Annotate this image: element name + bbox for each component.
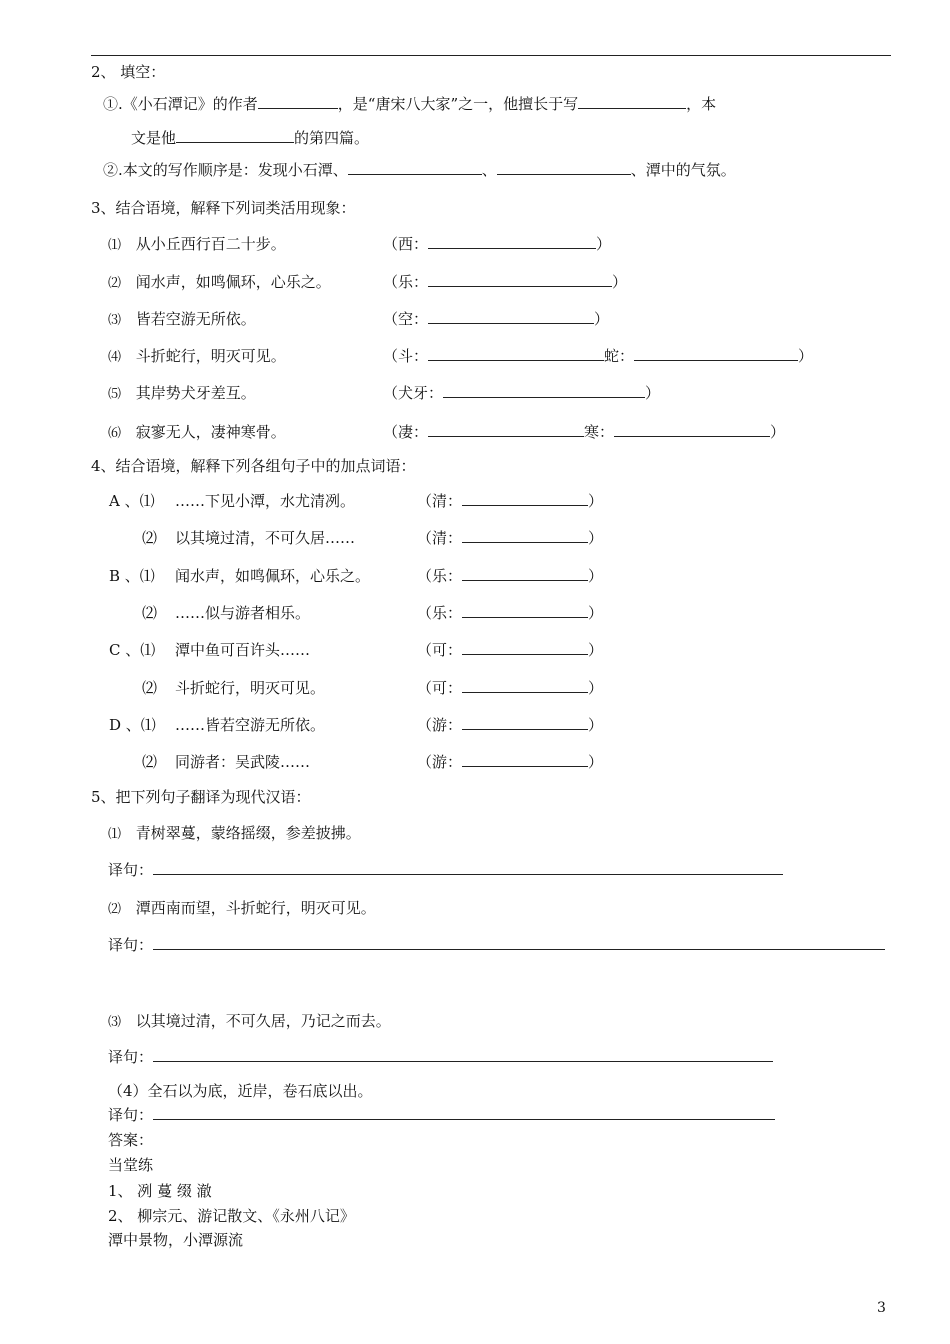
answer-blank[interactable] — [462, 528, 588, 543]
answer-blank[interactable] — [258, 94, 338, 109]
answer-blank[interactable] — [462, 491, 588, 506]
translate-label: 译句： — [108, 936, 154, 954]
q4-key-label: （可： — [417, 679, 463, 697]
answer-blank[interactable] — [578, 94, 686, 109]
q4-item-sentence: 以其境过清，不可久居…… — [175, 529, 356, 547]
answer-2: 2、 柳宗元、游记散文、《永州八记》 — [108, 1207, 355, 1225]
q4-item-sentence: 同游者：吴武陵…… — [175, 753, 311, 771]
q2-item1-line1 — [103, 94, 716, 114]
answer-blank[interactable] — [428, 309, 594, 324]
q2-item2-text-c: 、潭中的气氛。 — [630, 161, 736, 179]
q4-key-label: （乐： — [417, 604, 463, 622]
q5-translation-4 — [108, 1105, 775, 1125]
answer-blank[interactable] — [462, 715, 588, 730]
q5-sentence-number: ⑶ — [108, 1015, 122, 1030]
answer-blank[interactable] — [348, 160, 482, 175]
close-paren: ） — [612, 273, 628, 291]
q3-item-number: ⑷ — [108, 350, 122, 365]
q4-item-sentence: ……似与游者相乐。 — [175, 604, 311, 622]
q3-item — [108, 309, 256, 329]
q4-key-label: （清： — [417, 492, 463, 510]
q3-item-sentence: 闻水声，如鸣佩环，心乐之。 — [135, 273, 331, 291]
q3-key-label: （空： — [383, 310, 429, 328]
q5-heading: 5、把下列句子翻译为现代汉语： — [91, 788, 311, 806]
q4-item-label: ⑵ — [142, 529, 158, 547]
q4-item-label: ⑵ — [142, 604, 158, 622]
answer-blank[interactable] — [428, 422, 584, 437]
q4-key-label: （可： — [417, 641, 463, 659]
translate-label: 译句： — [108, 861, 154, 879]
answer-blank[interactable] — [443, 383, 645, 398]
q3-item-answer — [383, 383, 660, 403]
answer-blank[interactable] — [462, 640, 588, 655]
q5-sentence-text: 青树翠蔓，蒙络摇缀，参差披拂。 — [135, 824, 361, 842]
close-paren: ） — [798, 347, 814, 365]
q5-sentence-number: ⑴ — [108, 827, 122, 842]
q4-item-sentence: ……皆若空游无所依。 — [175, 716, 326, 734]
q4-item-answer — [417, 752, 603, 772]
q3-item — [108, 234, 286, 254]
q3-item-sentence: 斗折蛇行，明灭可见。 — [135, 347, 286, 365]
q4-item-label: A 、⑴ — [109, 492, 155, 510]
q3-key-label: （犬牙： — [383, 384, 444, 402]
translation-blank[interactable] — [153, 860, 783, 875]
q3-item — [108, 422, 286, 442]
answer-blank[interactable] — [462, 678, 588, 693]
q5-sentence-4: （4）全石以为底，近岸，卷石底以出。 — [108, 1082, 373, 1100]
close-paren: ） — [588, 492, 604, 510]
q2-heading: 2、 填空： — [91, 63, 166, 81]
q3-key-label: 寒： — [584, 423, 615, 441]
q4-item-answer — [417, 640, 603, 660]
q4-item-answer — [417, 678, 603, 698]
q5-translation-3 — [108, 1047, 773, 1067]
q4-item-answer — [417, 528, 603, 548]
answer-blank[interactable] — [428, 234, 596, 249]
q2-item1-text-d: 文是他 — [131, 129, 177, 147]
q3-item-answer — [383, 422, 785, 442]
close-paren: ） — [594, 310, 610, 328]
q4-item-label: C 、⑴ — [109, 641, 156, 659]
q5-sentence-text: 以其境过清，不可久居，乃记之而去。 — [135, 1012, 391, 1030]
q5-sentence-number: ⑵ — [108, 902, 122, 917]
q4-key-label: （游： — [417, 716, 463, 734]
q4-item-label: ⑵ — [142, 679, 158, 697]
q4-item-label: B 、⑴ — [109, 567, 155, 585]
q3-key-label: （西： — [383, 235, 429, 253]
q4-item-answer — [417, 715, 603, 735]
q3-item-number: ⑹ — [108, 426, 122, 441]
answer-blank[interactable] — [428, 346, 604, 361]
q5-sentence-2 — [108, 898, 376, 918]
q3-item-number: ⑶ — [108, 313, 122, 328]
q3-item-sentence: 皆若空游无所依。 — [135, 310, 256, 328]
q5-sentence-1 — [108, 823, 361, 843]
close-paren: ） — [588, 567, 604, 585]
translate-label: 译句： — [108, 1048, 154, 1066]
q2-item1-text-a: ①.《小石潭记》的作者 — [103, 95, 258, 113]
answer-blank[interactable] — [497, 160, 631, 175]
close-paren: ） — [588, 716, 604, 734]
q3-key-label: （凄： — [383, 423, 429, 441]
q3-key-label: （斗： — [383, 347, 429, 365]
q2-item2-text-b: 、 — [481, 161, 497, 179]
header-rule — [91, 55, 891, 56]
q4-item-sentence: 潭中鱼可百许头…… — [175, 641, 311, 659]
answer-blank[interactable] — [462, 603, 588, 618]
q5-sentence-3 — [108, 1011, 391, 1031]
q3-item — [108, 383, 256, 403]
q4-item-answer — [417, 566, 603, 586]
q3-key-label: （乐： — [383, 273, 429, 291]
q5-translation-1 — [108, 860, 783, 880]
translate-label: 译句： — [108, 1106, 154, 1124]
translation-blank[interactable] — [153, 1105, 775, 1120]
q3-key-label: 蛇： — [604, 347, 635, 365]
q2-item2 — [103, 160, 736, 180]
q4-key-label: （清： — [417, 529, 463, 547]
q4-item-sentence: 闻水声，如鸣佩环，心乐之。 — [175, 567, 371, 585]
page-number: 3 — [877, 1300, 886, 1316]
q3-item-sentence: 其岸势犬牙差互。 — [135, 384, 256, 402]
q4-key-label: （乐： — [417, 567, 463, 585]
q2-item1-text-e: 的第四篇。 — [294, 129, 370, 147]
answer-blank[interactable] — [462, 566, 588, 581]
q3-item-sentence: 从小丘西行百二十步。 — [135, 235, 286, 253]
answers-heading: 答案： — [108, 1131, 154, 1149]
answer-blank[interactable] — [462, 752, 588, 767]
q4-item-answer — [417, 491, 603, 511]
close-paren: ） — [596, 235, 612, 253]
q3-item-answer — [383, 309, 609, 329]
close-paren: ） — [588, 641, 604, 659]
close-paren: ） — [588, 753, 604, 771]
q3-item-number: ⑵ — [108, 276, 122, 291]
close-paren: ） — [588, 529, 604, 547]
q3-item-number: ⑴ — [108, 238, 122, 253]
q2-item1-text-b: ，是“唐宋八大家”之一，他擅长于写 — [337, 95, 579, 113]
q3-item-answer — [383, 346, 813, 366]
q4-item-sentence: 斗折蛇行，明灭可见。 — [175, 679, 326, 697]
close-paren: ） — [588, 679, 604, 697]
q2-item2-text-a: ②.本文的写作顺序是：发现小石潭、 — [103, 161, 348, 179]
translation-blank[interactable] — [153, 935, 885, 950]
answer-3: 潭中景物，小潭源流 — [108, 1231, 244, 1249]
answer-blank[interactable] — [428, 272, 612, 287]
q3-item-answer — [383, 234, 611, 254]
q4-item-answer — [417, 603, 603, 623]
close-paren: ） — [588, 604, 604, 622]
q5-sentence-text: 潭西南而望，斗折蛇行，明灭可见。 — [135, 899, 376, 917]
answer-blank[interactable] — [634, 346, 798, 361]
q5-translation-2 — [108, 935, 885, 955]
close-paren: ） — [770, 423, 786, 441]
q3-item-answer — [383, 272, 627, 292]
q4-item-label: ⑵ — [142, 753, 158, 771]
q3-item-sentence: 寂寥无人，凄神寒骨。 — [135, 423, 286, 441]
q4-key-label: （游： — [417, 753, 463, 771]
q2-item1-text-c: ，本 — [686, 95, 717, 113]
q4-heading: 4、结合语境，解释下列各组句子中的加点词语： — [91, 457, 416, 475]
q3-item-number: ⑸ — [108, 387, 122, 402]
answer-blank[interactable] — [614, 422, 770, 437]
q3-item — [108, 272, 331, 292]
close-paren: ） — [645, 384, 661, 402]
answer-1: 1、 冽 蔓 缀 澈 — [108, 1182, 212, 1200]
answer-blank[interactable] — [176, 128, 294, 143]
q3-heading: 3、结合语境，解释下列词类活用现象： — [91, 199, 356, 217]
answers-section: 当堂练 — [108, 1156, 154, 1174]
q4-item-label: D 、⑴ — [109, 716, 156, 734]
translation-blank[interactable] — [153, 1047, 773, 1062]
q3-item — [108, 346, 286, 366]
q4-item-sentence: ……下见小潭，水尤清冽。 — [175, 492, 356, 510]
q2-item1-line2 — [131, 128, 369, 148]
